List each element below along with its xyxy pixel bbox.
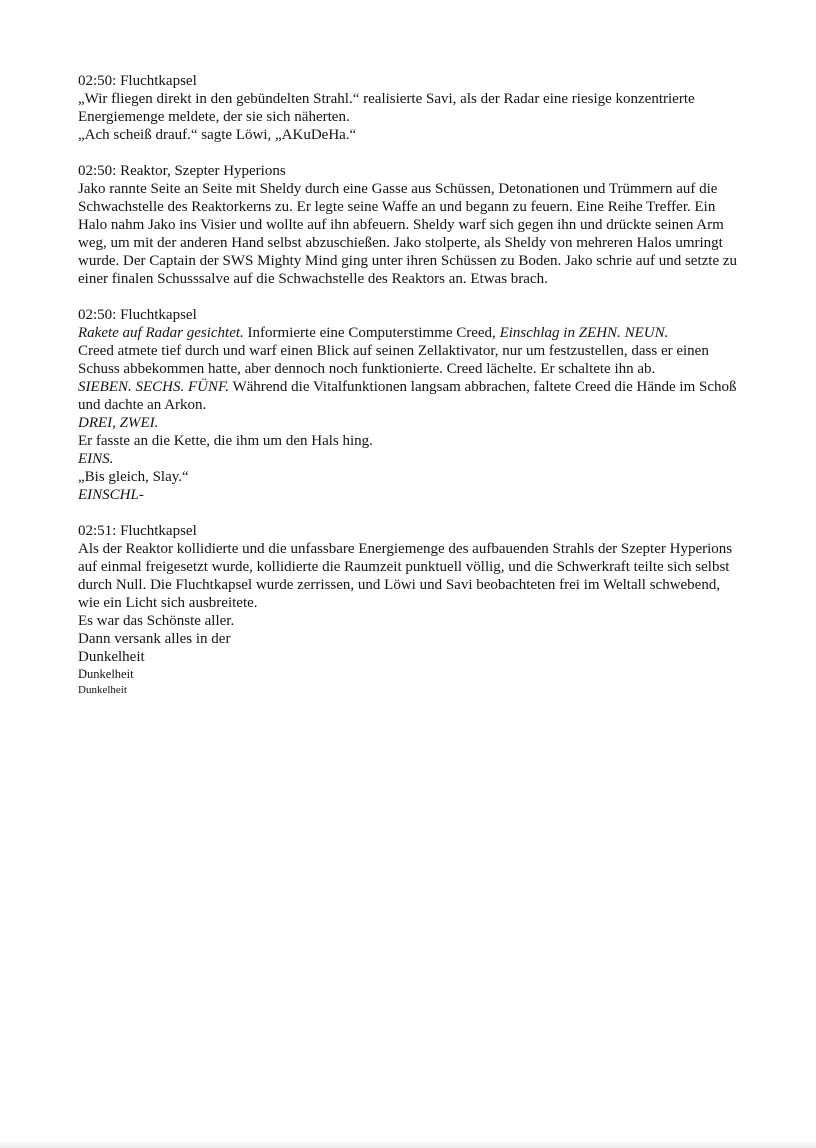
paragraph: [78, 540, 738, 612]
text-run: Während die Vitalfunktionen langsam abbrachen, faltete Creed die Hände im Schoß und dachte an Arkon.: [78, 379, 737, 413]
text-run: „Bis gleich, Slay.“: [78, 469, 189, 485]
italic-text-run: DREI, ZWEI.: [78, 415, 159, 431]
section-heading: 02:50: Reaktor, Szepter Hyperions: [78, 163, 286, 179]
section: [78, 306, 738, 504]
paragraph: [78, 630, 738, 648]
paragraph: [78, 378, 738, 414]
text-run: „Wir fliegen direkt in den gebündelten Strahl.“ realisierte Savi, als der Radar eine riesige konzentrierte Energiemenge meldete, der sie sich näherten.: [78, 91, 695, 125]
section: [78, 522, 738, 697]
text-run: Dunkelheit: [78, 667, 134, 681]
section-heading: 02:50: Fluchtkapsel: [78, 307, 197, 323]
italic-text-run: EINSCHL-: [78, 487, 144, 503]
document-page: [78, 72, 738, 715]
paragraph: [78, 648, 738, 666]
section-heading: 02:50: Fluchtkapsel: [78, 73, 197, 89]
paragraph: [78, 414, 738, 432]
paragraph: [78, 324, 738, 342]
paragraph: [78, 612, 738, 630]
section-heading: 02:51: Fluchtkapsel: [78, 523, 197, 539]
paragraph: [78, 90, 738, 126]
text-run: Informierte eine Computerstimme Creed,: [243, 325, 500, 341]
paragraph: [78, 683, 738, 697]
paragraph: [78, 486, 738, 504]
text-run: Er fasste an die Kette, die ihm um den Hals hing.: [78, 433, 373, 449]
page-bottom-edge: [0, 1140, 816, 1148]
text-run: „Ach scheiß drauf.“ sagte Löwi, „AKuDeHa.“: [78, 127, 357, 143]
paragraph: [78, 342, 738, 378]
paragraph: [78, 126, 738, 144]
text-run: Jako rannte Seite an Seite mit Sheldy durch eine Gasse aus Schüssen, Detonationen und Trümmern auf die Schwachstelle des Reaktorkerns zu. Er legte seine Waffe an und begann zu feuern. Eine Reihe Treffer. Ein Halo nahm Jako ins Visier und wollte auf ihn abfeuern. Sheldy warf sich gegen ihn und drückte seinen Arm weg, um mit der anderen Hand selbst abzuschießen. Jako stolperte, als Sheldy von mehreren Halos umringt wurde. Der Captain der SWS Mighty Mind ging unter ihren Schüssen zu Boden. Jako schrie auf und setzte zu einer finalen Schusssalve auf die Schwachstelle des Reaktors an. Etwas brach.: [78, 181, 738, 287]
paragraph: [78, 468, 738, 486]
section: [78, 72, 738, 144]
text-run: Dunkelheit: [78, 684, 127, 696]
italic-text-run: SIEBEN. SECHS. FÜNF.: [78, 379, 229, 395]
text-run: Es war das Schönste aller.: [78, 613, 235, 629]
paragraph: [78, 666, 738, 683]
paragraph: [78, 432, 738, 450]
text-run: Dann versank alles in der: [78, 631, 231, 647]
paragraph: [78, 450, 738, 468]
text-run: Dunkelheit: [78, 649, 145, 665]
italic-text-run: Einschlag in ZEHN. NEUN.: [499, 325, 669, 341]
italic-text-run: EINS.: [78, 451, 114, 467]
section: [78, 162, 738, 288]
italic-text-run: Rakete auf Radar gesichtet.: [78, 325, 244, 341]
text-run: Creed atmete tief durch und warf einen Blick auf seinen Zellaktivator, nur um festzustellen, dass er einen Schuss abbekommen hatte, aber dennoch noch funktionierte. Creed lächelte. Er schaltete ihn ab.: [78, 343, 709, 377]
text-run: Als der Reaktor kollidierte und die unfassbare Energiemenge des aufbauenden Strahls der Szepter Hyperions auf einmal freigesetzt wurde, kollidierte die Raumzeit punktuell völlig, und die Schwerkraft teilte sich selbst durch Null. Die Fluchtkapsel wurde zerrissen, und Löwi und Savi beobachteten frei im Weltall schwebend, wie ein Licht sich ausbreitete.: [78, 541, 733, 611]
paragraph: [78, 180, 738, 288]
